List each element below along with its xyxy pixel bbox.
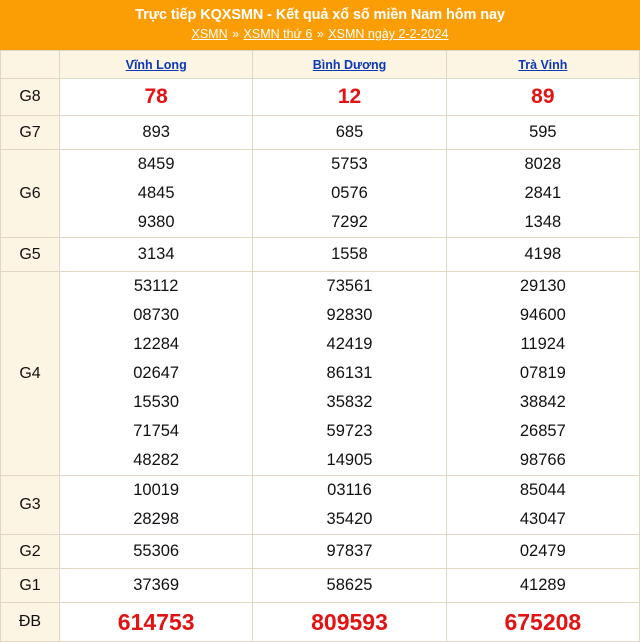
prize-label: G3 — [1, 476, 60, 535]
page-header — [0, 0, 640, 50]
prize-cell — [253, 150, 446, 238]
table-row — [1, 150, 640, 238]
prize-number: 53112 — [133, 277, 179, 295]
prize-cell — [253, 79, 446, 116]
prize-number: 38842 — [519, 393, 566, 411]
prize-number: 97837 — [326, 542, 373, 560]
province-link-vinh-long[interactable]: Vĩnh Long — [125, 57, 187, 72]
province-header-vinh-long — [60, 51, 253, 79]
prize-number: 26857 — [519, 422, 566, 440]
prize-number: 1558 — [331, 245, 368, 263]
prize-cell — [253, 603, 446, 642]
prize-cell — [446, 272, 639, 476]
prize-number: 07819 — [519, 364, 566, 382]
prize-number: 71754 — [133, 422, 180, 440]
prize-label: G4 — [1, 272, 60, 476]
prize-number: 55306 — [133, 542, 180, 560]
table-row — [1, 535, 640, 569]
prize-cell — [253, 535, 446, 569]
prize-cell — [60, 476, 253, 535]
prize-number: 10019 — [133, 481, 180, 499]
prize-label: G8 — [1, 79, 60, 116]
prize-number: 29130 — [519, 277, 566, 295]
prize-cell — [253, 238, 446, 272]
prize-cell — [253, 116, 446, 150]
prize-number: 59723 — [326, 422, 373, 440]
prize-number: 8028 — [524, 155, 562, 173]
prize-number: 92830 — [326, 306, 373, 324]
breadcrumb-separator: » — [316, 27, 324, 41]
prize-number: 89 — [531, 85, 555, 108]
prize-number: 9380 — [137, 213, 175, 231]
prize-number: 7292 — [331, 213, 368, 231]
prize-number: 37369 — [133, 576, 180, 594]
prize-number: 48282 — [133, 451, 180, 469]
prize-number: 0576 — [331, 184, 368, 202]
prize-number: 809593 — [311, 609, 388, 635]
prize-number: 614753 — [117, 609, 195, 635]
prize-number: 28298 — [133, 510, 180, 528]
province-header-binh-duong — [253, 51, 446, 79]
prize-cell — [253, 569, 446, 603]
prize-number: 12284 — [133, 335, 180, 353]
table-row — [1, 476, 640, 535]
results-table — [0, 50, 640, 642]
prize-number: 14905 — [326, 451, 373, 469]
prize-number: 02647 — [133, 364, 180, 382]
prize-cell — [60, 79, 253, 116]
prize-number: 4845 — [137, 184, 175, 202]
prize-cell — [60, 116, 253, 150]
prize-number: 02479 — [519, 542, 566, 560]
prize-number: 595 — [529, 123, 557, 141]
prize-number: 94600 — [519, 306, 566, 324]
prize-cell — [446, 238, 639, 272]
table-row — [1, 272, 640, 476]
prize-cell — [446, 116, 639, 150]
table-header-row — [1, 51, 640, 79]
breadcrumb-item-xsmn[interactable]: XSMN — [191, 27, 228, 41]
prize-cell — [446, 535, 639, 569]
prize-number: 78 — [144, 85, 168, 108]
prize-number: 85044 — [519, 481, 566, 499]
table-row — [1, 79, 640, 116]
breadcrumb — [4, 26, 636, 43]
prize-number: 42419 — [326, 335, 373, 353]
prize-number: 893 — [142, 123, 170, 141]
prize-cell — [60, 150, 253, 238]
prize-cell — [446, 476, 639, 535]
prize-label: G1 — [1, 569, 60, 603]
breadcrumb-item-xsmn-thu-6[interactable]: XSMN thứ 6 — [243, 27, 313, 41]
breadcrumb-item-date[interactable]: XSMN ngày 2-2-2024 — [328, 27, 449, 41]
prize-cell — [253, 272, 446, 476]
prize-number: 35420 — [326, 510, 373, 528]
prize-number: 5753 — [331, 155, 368, 173]
prize-number: 41289 — [519, 576, 566, 594]
prize-cell — [60, 569, 253, 603]
prize-cell — [446, 79, 639, 116]
prize-label: G6 — [1, 150, 60, 238]
prize-number: 1348 — [524, 213, 562, 231]
province-header-tra-vinh — [446, 51, 639, 79]
prize-cell — [446, 603, 639, 642]
prize-number: 4198 — [524, 245, 562, 263]
prize-number: 12 — [337, 85, 362, 108]
prize-cell — [60, 272, 253, 476]
prize-cell — [60, 238, 253, 272]
prize-number: 43047 — [519, 510, 566, 528]
prize-cell — [446, 150, 639, 238]
prize-number: 03116 — [327, 481, 372, 499]
table-row — [1, 238, 640, 272]
prize-number: 35832 — [326, 393, 373, 411]
table-row — [1, 116, 640, 150]
breadcrumb-separator: » — [232, 27, 240, 41]
prize-cell — [446, 569, 639, 603]
prize-number: 58625 — [326, 576, 373, 594]
prize-cell — [60, 603, 253, 642]
province-link-binh-duong[interactable]: Bình Dương — [312, 57, 387, 72]
prize-cell — [253, 476, 446, 535]
prize-number: 98766 — [519, 451, 566, 469]
prize-label: G2 — [1, 535, 60, 569]
prize-label: G5 — [1, 238, 60, 272]
prize-number: 11924 — [520, 335, 566, 353]
prize-label: G7 — [1, 116, 60, 150]
prize-number: 675208 — [504, 609, 582, 635]
prize-number: 685 — [335, 123, 364, 141]
prize-number: 3134 — [137, 245, 175, 263]
prize-number: 86131 — [326, 364, 373, 382]
province-link-tra-vinh[interactable]: Trà Vinh — [518, 57, 568, 72]
prize-column-header — [1, 51, 60, 79]
prize-number: 2841 — [524, 184, 562, 202]
table-row — [1, 569, 640, 603]
prize-label: ĐB — [1, 603, 60, 642]
prize-number: 15530 — [133, 393, 180, 411]
prize-number: 8459 — [137, 155, 175, 173]
prize-number: 08730 — [133, 306, 180, 324]
prize-number: 73561 — [326, 277, 373, 295]
page-title: Trực tiếp KQXSMN - Kết quả xổ số miền Nam hôm nay — [135, 7, 505, 23]
prize-cell — [60, 535, 253, 569]
table-row — [1, 603, 640, 642]
